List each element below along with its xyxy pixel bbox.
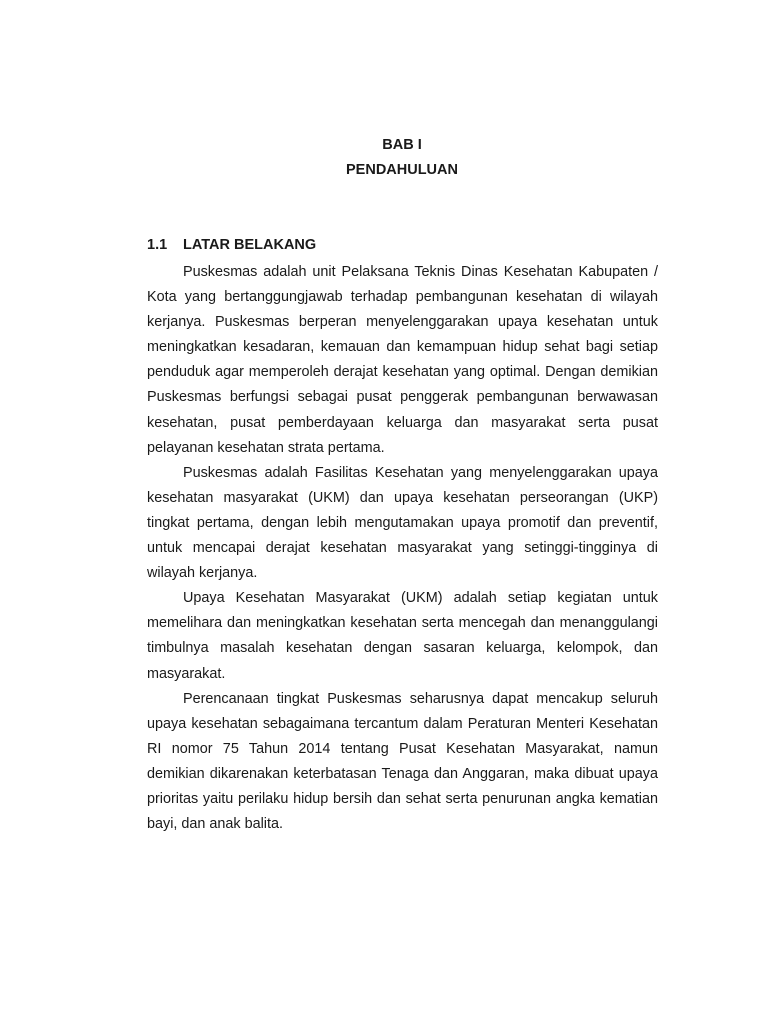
paragraph: Upaya Kesehatan Masyarakat (UKM) adalah setiap kegiatan untuk memelihara dan meningkatkan kesehatan serta mencegah dan menanggulangi timbulnya masalah kesehatan dengan sasaran keluarga, kelompok, dan masyarakat. [147,590,658,682]
chapter-title: PENDAHULUAN [346,162,458,178]
chapter-number: BAB I [382,137,422,153]
section-title: LATAR BELAKANG [183,237,317,253]
body-text [147,260,658,837]
paragraph: Puskesmas adalah unit Pelaksana Teknis Dinas Kesehatan Kabupaten / Kota yang bertanggungjawab terhadap pembangunan kesehatan di wilayah kerjanya. Puskesmas berperan menyelenggarakan upaya kesehatan untuk meningkatkan kesadaran, kemauan dan kemampuan hidup sehat bagi setiap penduduk agar memperoleh derajat kesehatan yang optimal. Dengan demikian Puskesmas berfungsi sebagai pusat penggerak pembangunan berwawasan kesehatan, pusat pemberdayaan keluarga dan masyarakat serta pusat pelayanan kesehatan strata pertama. [147,264,658,456]
paragraph: Perencanaan tingkat Puskesmas seharusnya dapat mencakup seluruh upaya kesehatan sebagaimana tercantum dalam Peraturan Menteri Kesehatan RI nomor 75 Tahun 2014 tentang Pusat Kesehatan Masyarakat, namun demikian dikarenakan keterbatasan Tenaga dan Anggaran, maka dibuat upaya prioritas yaitu perilaku hidup bersih dan sehat serta penurunan angka kematian bayi, dan anak balita. [147,690,658,833]
paragraph: Puskesmas adalah Fasilitas Kesehatan yang menyelenggarakan upaya kesehatan masyarakat (UKM) dan upaya kesehatan perseorangan (UKP) tingkat pertama, dengan lebih mengutamakan upaya promotif dan preventif, untuk mencapai derajat kesehatan masyarakat yang setinggi-tingginya di wilayah kerjanya. [147,464,658,582]
section-heading [147,237,316,253]
section-number: 1.1 [147,237,168,253]
